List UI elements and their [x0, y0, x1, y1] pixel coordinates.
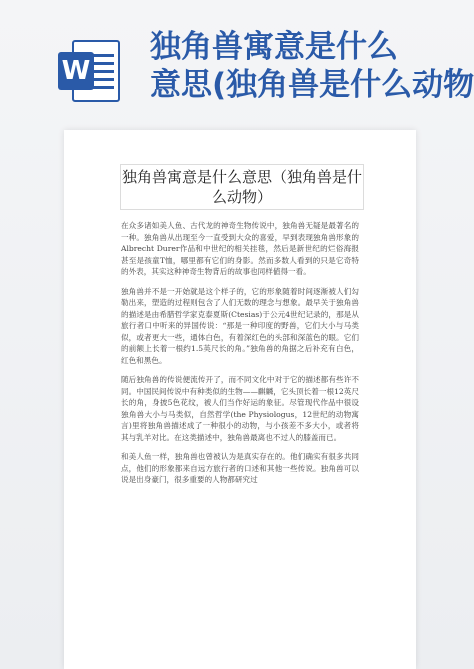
banner-title-line-1: 独角兽寓意是什么 — [150, 29, 398, 65]
paragraph: 随后独角兽的传说便流传开了，而不同文化中对于它的描述都有些许不同。中国民间传说中有种类似的生物——麒麟，它头顶长着一根12英尺长的角，身披5色花纹，被人们当作好运的象征。尽管现代作品中很设独角兽大小与马类似，自然哲学(the Physiologus，12世纪的动物寓言)里将独角兽描述成了一种很小的动物，与小孩差不多大小，或者将其与乳羊对比。在这类描述中，独角兽最离也不过人的膝盖而已。 — [121, 375, 359, 442]
document-title: 独角兽寓意是什么意思（独角兽是什么动物） — [120, 164, 364, 210]
paragraph: 在众多诸如美人鱼、古代龙的神奇生物传说中，独角兽无疑是最著名的一种。独角兽从出现至今一直受到大众的喜爱，早到表现独角兽形象的Albrecht Durer作品和中世纪的相关挂毯，然后是新世纪的烂俗海报甚至是孩童T恤，哪里都有它们的身影。然而多数人看到的只是它奇特的外表，其实这种神奇生物背后的故事也同样値得一看。 — [121, 221, 359, 276]
banner-title-line-2: 意思(独角兽是什么动物 — [150, 67, 474, 103]
paragraph: 和美人鱼一样，独角兽也曾被认为是真实存在的。他们确实有很多共同点，他们的形象都来自远方旅行者的口述和其他一些传说。独角兽可以说是出身豪门，很多重要的人物都研究过 — [121, 452, 359, 484]
document-body — [121, 220, 359, 494]
word-letter-badge: W — [58, 52, 94, 90]
word-document-icon — [58, 40, 120, 102]
paragraph: 独角兽并不是一开始就是这个样子的，它的形象随着时间逐渐被人们勾勒出来，塑造的过程则包含了人们无数的理念与想象。最早关于独角兽的描述是由希腊哲学家克泰夏斯(Ctesias)于公元4世纪记录的，那是从旅行者口中听来的异国传说：“那是一种印度的野兽，它们大小与马类似，或者更大一些，通体白色，有着深红色的头部和深蓝色的眼。它们的前额上长着一根约1.5英尺长的角。”独角兽的角据之后补充有白色，红色和黑色。 — [121, 286, 359, 365]
banner-title — [150, 28, 474, 104]
header-banner — [0, 0, 474, 110]
document-page — [64, 130, 416, 669]
